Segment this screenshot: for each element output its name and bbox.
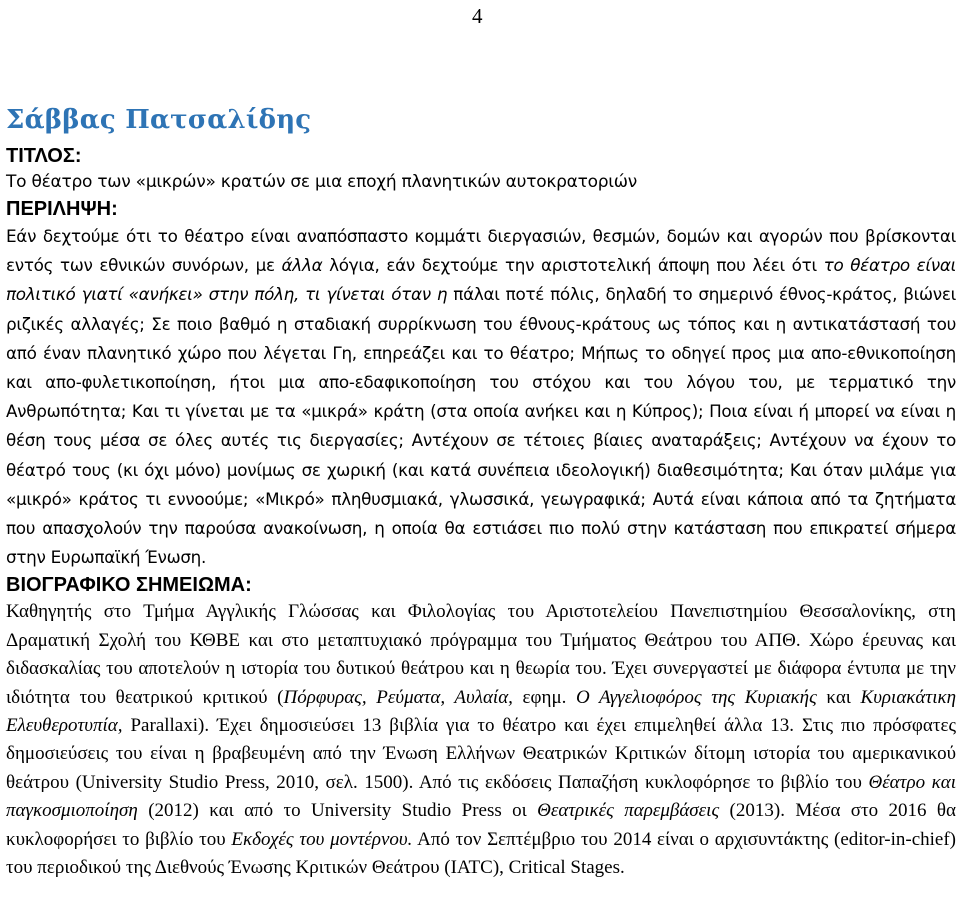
bio-text: Parallaxi). Έχει δημοσιεύσει 13 βιβλία για το θέατρο και έχει επιμεληθεί άλλα 13. Στις πιο πρόσφατες δημοσιεύσεις του είναι η βραβευμένη από την Ένωση Ελλήνων Θεατρικών Κριτικών δίτομη ιστορία του αμερικανικού θεάτρου (University Studio Press, 2010, σελ. 1500). Από τις εκδόσεις Παπαζήση κυκλοφόρησε το βιβλίο του [6,715,956,793]
summary-text: λόγια, εάν δεχτούμε την αριστοτελική άποψη που λέει ότι [322,255,824,276]
summary-text: Εάν δεχτούμε ότι το θέατρο είναι αναπόσπαστο κομμάτι διεργασιών, θεσμών, δομών και αγορών που βρίσκονται εντός των εθνικών συνόρων, με [6,226,956,276]
bio-italic: Κυριακάτικη Ελευθεροτυπία, [6,686,957,737]
bio-text: Καθηγητής στο Τμήμα Αγγλικής Γλώσσας και Φιλολογίας του Αριστοτελείου Πανεπιστημίου Θεσσαλονίκης, στη Δραματική Σχολή του ΚΘΒΕ και στο μεταπτυχιακό πρόγραμμα του Τμήματος Θεάτρου του ΑΠΘ. Χώρο έρευνας και διδασκαλίας του αποτελούν η ιστορία του δυτικού θεάτρου και η θεωρία του. Έχει συνεργαστεί με διάφορα έντυπα με την ιδιότητα του θεατρικού κριτικού ( [6,601,956,708]
bio-paragraph [6,598,956,882]
bio-text: (2013). Μέσα στο 2016 θα κυκλοφορήσει το βιβλίο του [6,800,956,850]
title-text: Το θέατρο των «μικρών» κρατών σε μια εποχή πλανητικών αυτοκρατοριών [6,172,638,192]
bio-text: (2012) και από το University Studio Press οι [137,800,538,822]
bio-italic: Ο Αγγελιοφόρος της Κυριακής [576,686,817,708]
bio-italic: Εκδοχές του μοντέρνου. [231,828,413,850]
bio-italic: Πόρφυρας, Ρεύματα, Αυλαία, [283,686,513,708]
bio-text: εφημ. [512,686,577,708]
bio-italic: Θεατρικές παρεμβάσεις [537,800,720,822]
page-number: 4 [472,4,483,28]
bio-heading: ΒΙΟΓΡΑΦΙΚΟ ΣΗΜΕΙΩΜΑ: [6,574,252,597]
document-body [6,101,956,883]
bio-text: και [816,686,861,708]
summary-heading: ΠΕΡΙΛΗΨΗ: [6,198,118,220]
author-name: Σάββας Πατσαλίδης [6,105,312,135]
summary-italic: άλλα [281,255,323,276]
bio-text: Από τον Σεπτέμβριο του 2014 είναι ο αρχισυντάκτης (editor-in-chief) του περιοδικού της Διεθνούς Ένωσης Κριτικών Θεάτρου (IATC), Critical Stages. [6,828,956,879]
summary-text: πάλαι ποτέ πόλις, δηλαδή το σημερινό έθνος-κράτος, βιώνει ριζικές αλλαγές; Σε ποιο βαθμό η σταδιακή συρρίκνωση του έθνους-κράτους ως τόπος και η αντικατάστασή του από έναν πλανητικό χώρο που λέγεται Γη, επηρεάζει και το θέατρο; Μήπως το οδηγεί προς μια απο-εθνικοποίηση και απο-φυλετικοποίηση, ήτοι μια απο-εδαφικοποίηση του στόχου και του λόγου του, με τερματικό την Ανθρωπότητα; Και τι γίνεται με τα «μικρά» κράτη (στα οποία ανήκει και η Κύπρος); Ποια είναι ή μπορεί να είναι η θέση τους μέσα σε όλες αυτές τις διεργασίες; Αντέχουν σε τέτοιες βίαιες αναταράξεις; Αντέχουν να έχουν το θέατρό τους (κι όχι μόνο) μονίμως σε χωρική (και κατά συνέπεια ιδεολογική) διαθεσιμότητα; Και όταν μιλάμε για «μικρό» κράτος τι εννοούμε; «Μικρό» πληθυσμιακά, γλωσσικά, γεωγραφικά; Αυτά είναι κάποια από τα ζητήματα που απασχολούν την παρούσα ανακοίνωση, η οποία θα εστιάσει πιο πολύ στην κατάσταση που επικρατεί σήμερα στην Ευρωπαϊκή Ένωση. [6,284,956,568]
bio-italic: Θέατρο και παγκοσμιοποίηση [6,771,956,822]
title-heading: ΤΙΤΛΟΣ: [6,145,82,167]
summary-paragraph [6,222,956,572]
summary-italic: το θέατρο είναι πολιτικό γιατί «ανήκει» στην πόλη, τι γίνεται όταν η [6,255,956,305]
